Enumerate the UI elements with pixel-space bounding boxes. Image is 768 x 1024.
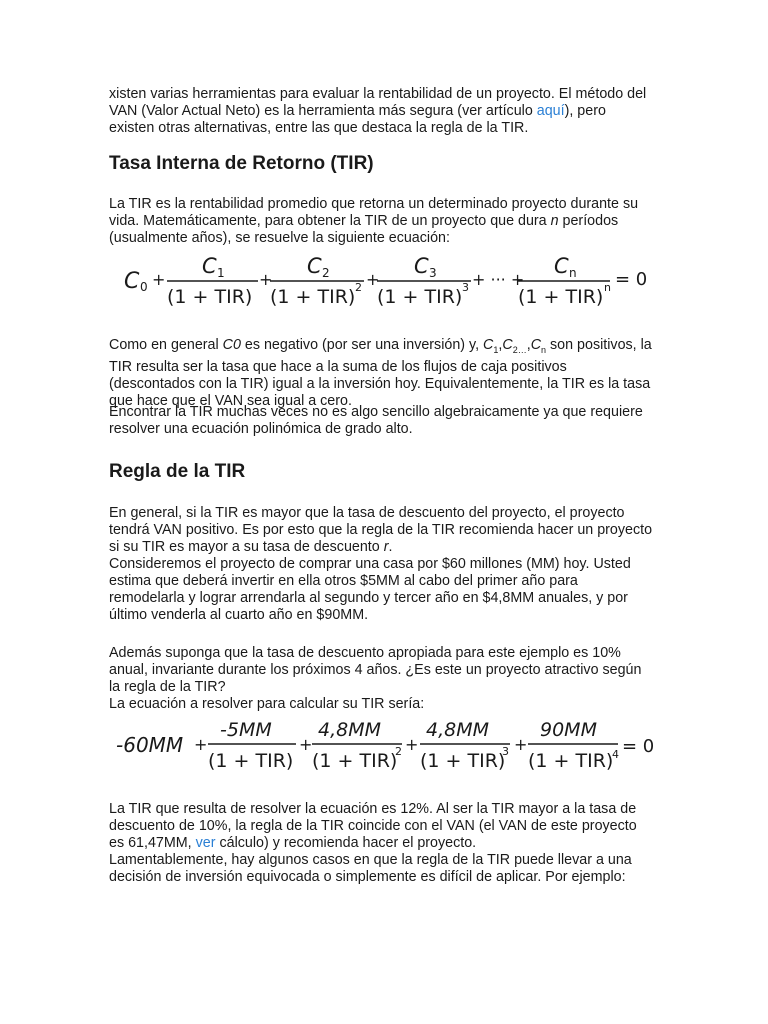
example-paragraph: Consideremos el proyecto de comprar una casa por $60 millones (MM) hoy. Usted estima que deberá invertir en ella otros $5MM al cabo del primer año para remodelarla y lograr arrendarla al segundo y tercer año en $4,8MM anuales, y por último venderla al cuarto año en $90MM. bbox=[109, 556, 631, 623]
sign-explanation-paragraph bbox=[109, 337, 654, 409]
n-variable: n bbox=[550, 212, 559, 229]
rule-text-a: En general, si la TIR es mayor que la tasa de descuento del proyecto, el proyecto tendrá VAN positivo. Es por esto que la regla de la TIR recomienda hacer un proyecto si su TIR es mayor a su tasa de descuento bbox=[109, 505, 653, 555]
sign-comma-2: , bbox=[526, 337, 531, 353]
ver-link[interactable]: ver bbox=[195, 834, 216, 851]
eq2-den-1: (1 + TIR) bbox=[208, 750, 294, 772]
sign-text-c: son positivos, la TIR resulta ser la tasa que hace a la suma de los flujos de caja positivos (descontados con la TIR) igual a la inversión hoy. Equivalentemente, la TIR es la tasa que hace que el VAN sea igual a cero. bbox=[109, 337, 652, 409]
result-text-a: La TIR que resulta de resolver la ecuación es 12%. Al ser la TIR mayor a la tasa de descuento de 10%, la regla de la TIR coincide con el VAN (el VAN de este proyecto es 61,47MM, bbox=[109, 801, 637, 851]
eq2-den-3: (1 + TIR) bbox=[420, 750, 506, 772]
eq2-num-3: 4,8MM bbox=[426, 719, 490, 741]
eq2-plus-1: + bbox=[299, 735, 313, 754]
eq2-lead: -60MM bbox=[116, 733, 184, 757]
eq1-num-n: C bbox=[554, 254, 569, 278]
eq1-den-2: (1 + TIR) bbox=[270, 286, 356, 308]
eq1-dots: + ··· + bbox=[472, 270, 525, 289]
eq1-den-3: (1 + TIR) bbox=[377, 286, 463, 308]
eq2-num-4: 90MM bbox=[540, 719, 597, 741]
eq2-num-1: -5MM bbox=[220, 719, 272, 741]
intro-paragraph bbox=[109, 86, 654, 137]
eq2-plus-2: + bbox=[405, 735, 419, 754]
eq1-c0-sub: 0 bbox=[140, 280, 148, 294]
eq2-den-2: (1 + TIR) bbox=[312, 750, 398, 772]
eq1-num-2: C bbox=[307, 254, 322, 278]
tir-def-text-b: períodos (usualmente años), se resuelve la siguiente ecuación: bbox=[109, 212, 619, 246]
rule-paragraph bbox=[109, 505, 654, 556]
difficulty-paragraph: Encontrar la TIR muchas veces no es algo sencillo algebraicamente ya que requiere resolver una ecuación polinómica de grado alto. bbox=[109, 404, 643, 437]
intro-text-a: xisten varias herramientas para evaluar la rentabilidad de un proyecto. El método del VAN (Valor Actual Neto) es la herramienta más segura (ver artículo bbox=[109, 86, 647, 119]
eq2-exp-3: 3 bbox=[502, 745, 509, 758]
result-paragraph bbox=[109, 801, 654, 852]
cn-subscript: n bbox=[541, 344, 547, 355]
eq1-exp-2: 2 bbox=[355, 281, 362, 294]
intro-text-b: ), pero existen otras alternativas, entre las que destaca la regla de la TIR. bbox=[109, 102, 606, 136]
result-text-b: cálculo) y recomienda hacer el proyecto. bbox=[215, 834, 477, 851]
eq1-num-3: C bbox=[414, 254, 429, 278]
eq2-rhs: = 0 bbox=[622, 736, 655, 757]
section-heading-regla: Regla de la TIR bbox=[109, 461, 246, 482]
eq1-plus-1: + bbox=[259, 270, 273, 289]
c0-variable: C0 bbox=[222, 337, 241, 353]
sign-text-b: es negativo (por ser una inversión) y, bbox=[240, 337, 484, 353]
eq2-plus-3: + bbox=[514, 735, 528, 754]
eq2-exp-4: 4 bbox=[612, 748, 619, 761]
tir-definition-paragraph bbox=[109, 196, 654, 247]
eq1-exp-n: n bbox=[604, 281, 611, 294]
eq1-plus-2: + bbox=[366, 270, 380, 289]
r-variable: r bbox=[383, 538, 389, 555]
c1-variable: C bbox=[483, 337, 494, 353]
eq1-c0: C bbox=[124, 269, 140, 294]
c2-variable: C bbox=[502, 337, 513, 353]
eq2-plus-0: + bbox=[194, 735, 208, 754]
aqui-link[interactable]: aquí bbox=[536, 102, 565, 119]
eq1-num-sub-3: 3 bbox=[429, 266, 437, 280]
sign-text-a: Como en general bbox=[109, 337, 223, 353]
section-heading-tir: Tasa Interna de Retorno (TIR) bbox=[109, 153, 374, 174]
eq1-num-1: C bbox=[202, 254, 217, 278]
eq1-exp-3: 3 bbox=[462, 281, 469, 294]
eq1-den-1: (1 + TIR) bbox=[167, 286, 253, 308]
discount-paragraph: Además suponga que la tasa de descuento apropiada para este ejemplo es 10% anual, invariante durante los próximos 4 años. ¿Es este un proyecto atractivo según la regla de la TIR? bbox=[109, 645, 642, 695]
eq1-den-n: (1 + TIR) bbox=[518, 286, 604, 308]
eq1-num-sub-1: 1 bbox=[217, 266, 225, 280]
c1-subscript: 1 bbox=[493, 344, 499, 355]
rule-text-b: . bbox=[388, 538, 393, 555]
cn-variable: C bbox=[530, 337, 542, 353]
eq1-plus-0: + bbox=[152, 270, 166, 289]
eq2-exp-2: 2 bbox=[395, 745, 402, 758]
sign-comma-1: , bbox=[498, 337, 503, 353]
eq1-rhs: = 0 bbox=[615, 269, 648, 290]
tir-def-text-a: La TIR es la rentabilidad promedio que retorna un determinado proyecto durante su vida. Matemáticamente, para obtener la TIR de un proyecto que dura bbox=[109, 196, 639, 229]
limitations-paragraph: Lamentablemente, hay algunos casos en que la regla de la TIR puede llevar a una decisión de inversión equivocada o simplemente es difícil de aplicar. Por ejemplo: bbox=[109, 852, 632, 885]
c2-subscript: 2… bbox=[512, 344, 527, 355]
eq1-num-sub-2: 2 bbox=[322, 266, 330, 280]
eq2-num-2: 4,8MM bbox=[318, 719, 382, 741]
eq2-den-4: (1 + TIR) bbox=[528, 750, 614, 772]
equation-intro-paragraph: La ecuación a resolver para calcular su TIR sería: bbox=[109, 696, 425, 712]
eq1-num-sub-n: n bbox=[569, 266, 577, 280]
tir-general-equation bbox=[110, 250, 670, 310]
tir-example-equation bbox=[110, 715, 670, 775]
